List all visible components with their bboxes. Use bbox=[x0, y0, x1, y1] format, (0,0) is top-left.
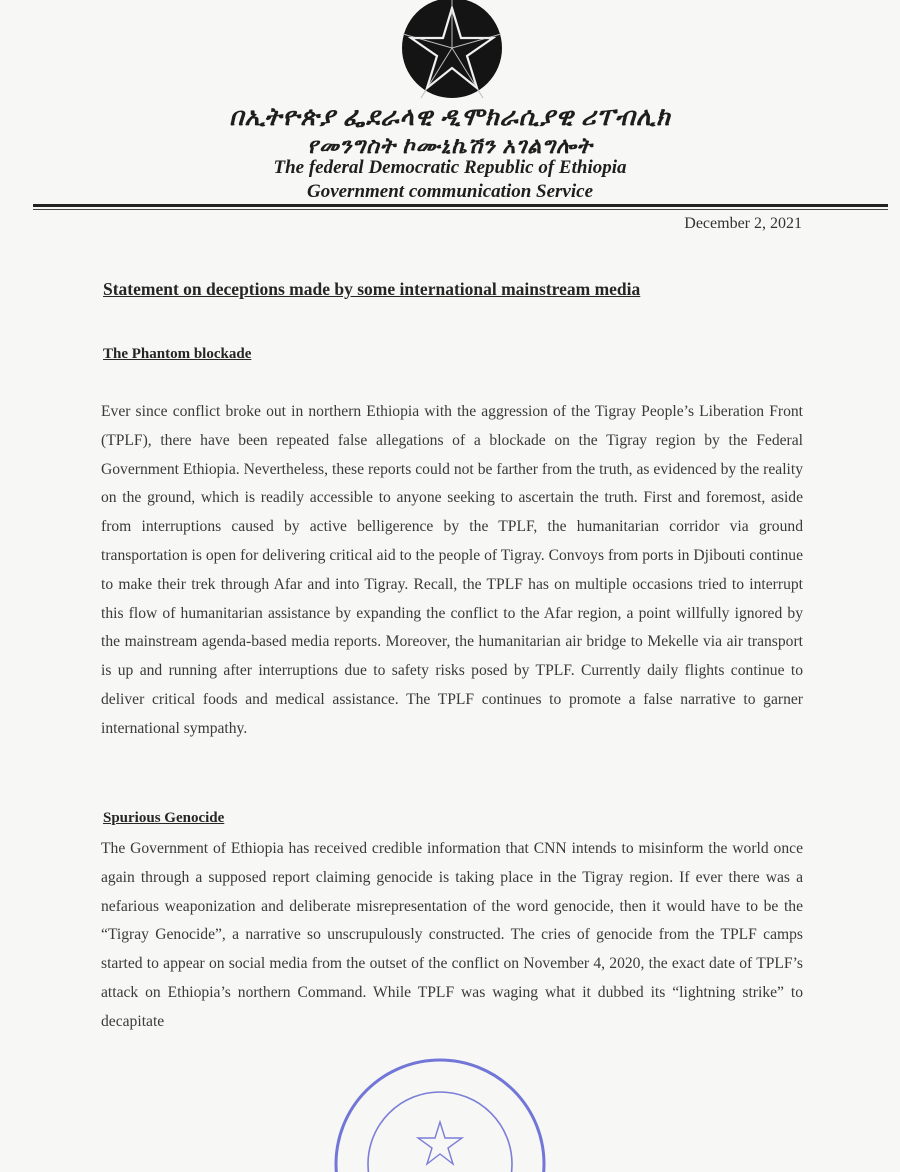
section-body-phantom-blockade: Ever since conflict broke out in northern Ethiopia with the aggression of the Tigray People’s Liberation Front (TPLF), there have been repeated false allegations of a blockade on the Tigray region by the Federal Government Ethiopia. Nevertheless, these reports could not be farther from the truth, as evidenced by the reality on the ground, which is readily accessible to anyone seeking to ascertain the truth. First and foremost, aside from interruptions caused by active belligerence by the TPLF, the humanitarian corridor via ground transportation is open for delivering critical aid to the people of Tigray. Convoys from ports in Djibouti continue to make their trek through Afar and into Tigray. Recall, the TPLF has on multiple occasions tried to interrupt this flow of humanitarian assistance by expanding the conflict to the Afar region, a point willfully ignored by the mainstream agenda-based media reports. Moreover, the humanitarian air bridge to Mekelle via air transport is up and running after interruptions due to safety risks posed by TPLF. Currently daily flights continue to deliver critical foods and medical assistance. The TPLF continues to promote a false narrative to garner international sympathy. bbox=[101, 403, 803, 737]
header-divider bbox=[33, 204, 888, 207]
section-heading-spurious-genocide: Spurious Genocide bbox=[103, 810, 225, 826]
header-amharic-line-2: የመንግስት ኮሙኒኬሽን አገልግሎት bbox=[307, 133, 593, 158]
header-english-line-2: Government communication Service bbox=[306, 181, 594, 202]
official-stamp-icon bbox=[318, 1052, 558, 1172]
header-divider-thin bbox=[33, 209, 888, 210]
national-emblem-icon bbox=[393, 0, 511, 102]
header-amharic-line-1: በኢትዮጵያ ፌደራላዊ ዲሞክራሲያዊ ሪፐብሊክ bbox=[229, 104, 671, 131]
header-english-line-1: The federal Democratic Republic of Ethiopia bbox=[273, 157, 627, 178]
section-heading-phantom-blockade: The Phantom blockade bbox=[103, 346, 252, 362]
document-date: December 2, 2021 bbox=[684, 215, 802, 232]
section-body-spurious-genocide: The Government of Ethiopia has received credible information that CNN intends to misinform the world once again through a supposed report claiming genocide is taking place in the Tigray region. If ever there was a nefarious weaponization and deliberate misrepresentation of the word genocide, then it would have to be the “Tigray Genocide”, a narrative so unscrupulously constructed. The cries of genocide from the TPLF camps started to appear on social media from the outset of the conflict on November 4, 2020, the exact date of TPLF’s attack on Ethiopia’s northern Command. While TPLF was waging what it dubbed its “lightning strike” to decapitate bbox=[101, 840, 803, 1030]
statement-title: Statement on deceptions made by some international mainstream media bbox=[103, 279, 641, 299]
